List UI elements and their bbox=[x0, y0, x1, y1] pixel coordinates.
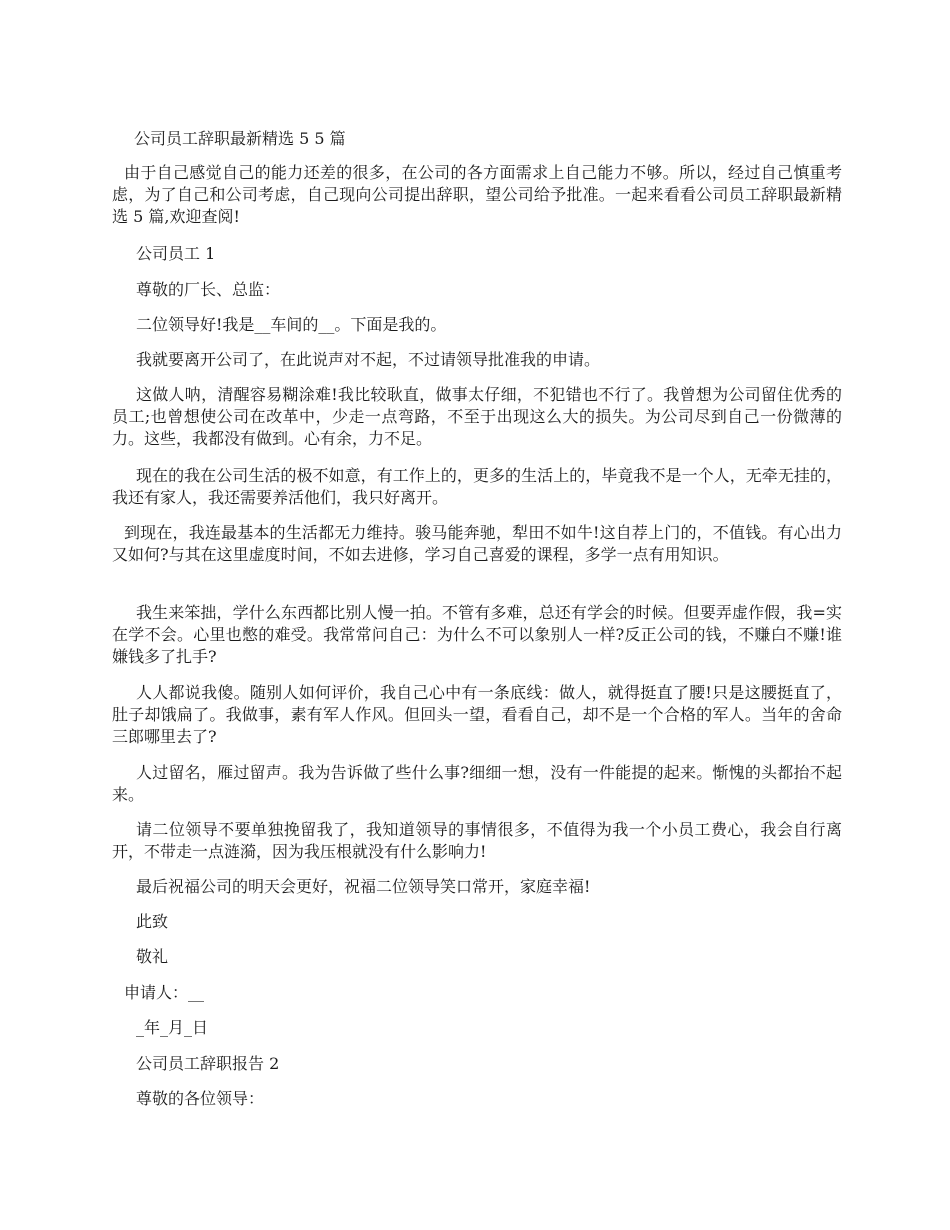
applicant-line: 申请人：__ bbox=[124, 983, 205, 1002]
closing-salute: 敬礼 bbox=[136, 947, 169, 966]
salutation: 尊敬的厂长、总监： bbox=[136, 280, 281, 299]
body-paragraph: 我就要离开公司了，在此说声对不起，不过请领导批准我的申请。 bbox=[136, 350, 601, 369]
closing-line: 此致 bbox=[136, 912, 169, 931]
body-paragraph: 现在的我在公司生活的极不如意，有工作上的，更多的生活上的，毕竟我不是一个人，无牵无挂的，我还有家人，我还需要养活他们，我只好离开。 bbox=[112, 466, 842, 507]
body-paragraph: 这做人呐，清醒容易糊涂难!我比较耿直，做事太仔细，不犯错也不行了。我曾想为公司留住优秀的员工;也曾想使公司在改革中，少走一点弯路，不至于出现这么大的损失。为公司尽到自己一份微薄的力。这些，我都没有做到。心有余，力不足。 bbox=[112, 385, 842, 448]
document-title: 公司员工辞职最新精选 5 5 篇 bbox=[134, 129, 346, 148]
intro-paragraph: 由于自己感觉自己的能力还差的很多，在公司的各方面需求上自己能力不够。所以，经过自己慎重考虑，为了自己和公司考虑，自己现向公司提出辞职，望公司给予批准。一起来看看公司员工辞职最新精选 5 篇,欢迎查阅! bbox=[112, 163, 842, 226]
greeting-paragraph: 二位领导好!我是__车间的__。下面是我的。 bbox=[136, 315, 447, 334]
body-paragraph: 人过留名，雁过留声。我为告诉做了些什么事?细细一想，没有一件能提的起来。惭愧的头都抬不起来。 bbox=[112, 763, 842, 804]
section-heading-1: 公司员工 1 bbox=[136, 244, 216, 263]
salutation: 尊敬的各位领导： bbox=[136, 1089, 265, 1108]
body-paragraph: 到现在，我连最基本的生活都无力维持。骏马能奔驰，犁田不如牛!这自荐上门的，不值钱。有心出力又如何?与其在这里虚度时间，不如去进修，学习自己喜爱的课程，多学一点有用知识。 bbox=[112, 523, 842, 564]
body-paragraph: 人人都说我傻。随别人如何评价，我自己心中有一条底线：做人，就得挺直了腰!只是这腰挺直了，肚子却饿扁了。我做事，素有军人作风。但回头一望，看看自己，却不是一个合格的军人。当年的舍命三郎哪里去了? bbox=[112, 683, 842, 746]
body-paragraph: 我生来笨拙，学什么东西都比别人慢一拍。不管有多难，总还有学会的时候。但要弄虚作假，我=实在学不会。心里也憋的难受。我常常问自己：为什么不可以象别人一样?反正公司的钱，不赚白不赚!谁嫌钱多了扎手? bbox=[112, 603, 842, 666]
closing-wishes: 最后祝福公司的明天会更好，祝福二位领导笑口常开，家庭幸福! bbox=[136, 877, 591, 896]
body-paragraph: 请二位领导不要单独挽留我了，我知道领导的事情很多，不值得为我一个小员工费心，我会自行离开，不带走一点涟漪，因为我压根就没有什么影响力! bbox=[112, 820, 842, 861]
section-heading-2: 公司员工辞职报告 2 bbox=[136, 1054, 280, 1073]
date-line: _年_月_日 bbox=[136, 1018, 209, 1037]
